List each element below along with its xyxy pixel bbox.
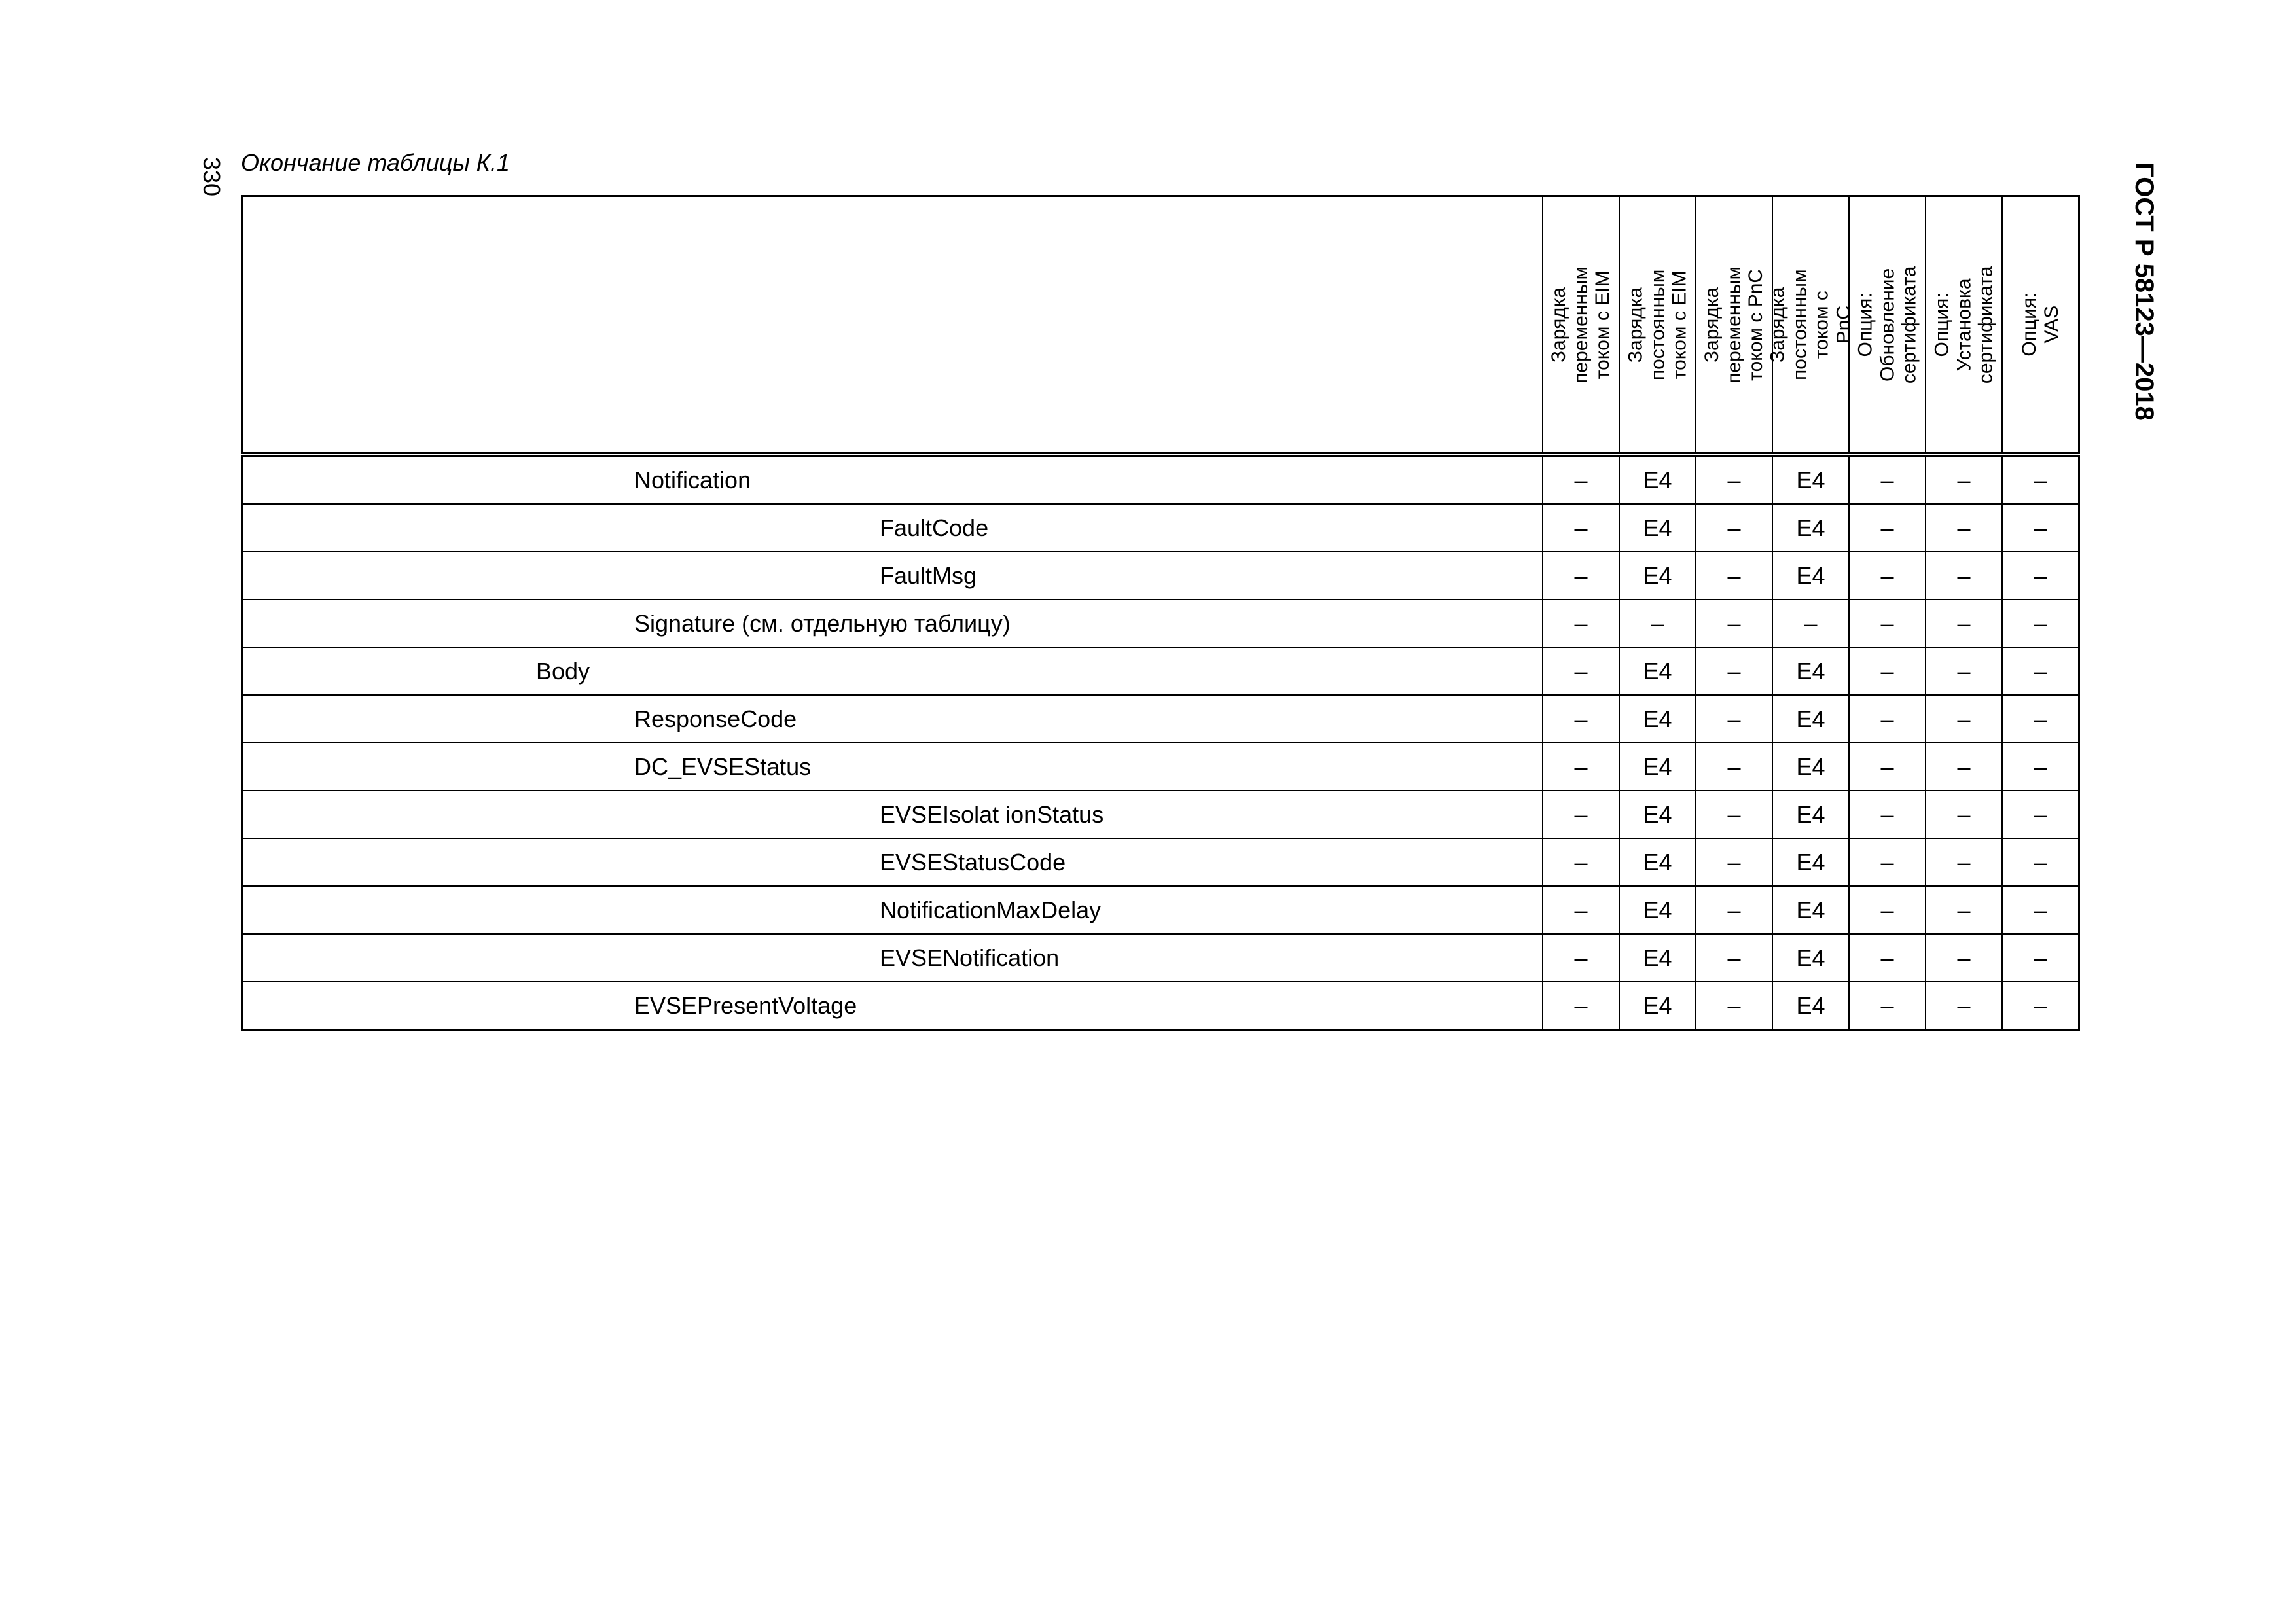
parameter-name-cell [242,886,1543,934]
value-cell: E4 [1619,934,1696,982]
parameter-name-cell [242,934,1543,982]
parameter-name-cell [242,791,1543,838]
value-cell: – [1543,504,1619,552]
column-header: Зарядка переменным током с PnC [1696,196,1772,455]
value-cell: – [1696,455,1772,505]
parameter-column-header [242,196,1543,455]
table-row [242,695,2079,743]
value-cell: E4 [1772,982,1849,1030]
value-cell: – [1849,695,1926,743]
value-cell: – [2002,695,2079,743]
value-cell: – [2002,504,2079,552]
value-cell: – [1696,647,1772,695]
value-cell: – [2002,647,2079,695]
parameter-name-cell [242,838,1543,886]
value-cell: E4 [1619,982,1696,1030]
value-cell: E4 [1619,647,1696,695]
value-cell: – [1849,599,1926,647]
value-cell: – [1543,599,1619,647]
value-cell: – [2002,791,2079,838]
value-cell: E4 [1772,695,1849,743]
column-header: Зарядка постоянным током с EIM [1619,196,1696,455]
value-cell: – [1543,791,1619,838]
value-cell: – [1543,695,1619,743]
table-row [242,838,2079,886]
value-cell: E4 [1619,504,1696,552]
table-row [242,886,2079,934]
value-cell: E4 [1619,455,1696,505]
value-cell: – [1926,838,2002,886]
value-cell: – [1696,838,1772,886]
value-cell: – [1926,647,2002,695]
parameter-name: EVSENotification [880,944,1060,971]
value-cell: E4 [1772,886,1849,934]
table-row [242,791,2079,838]
parameter-name-cell [242,599,1543,647]
page-number: 330 [198,156,226,197]
parameter-name: Notification [634,466,751,493]
table-row [242,743,2079,791]
parameter-name-cell [242,647,1543,695]
value-cell: – [2002,982,2079,1030]
value-cell: – [1926,743,2002,791]
value-cell: – [1543,552,1619,599]
value-cell: – [1696,695,1772,743]
value-cell: – [1543,838,1619,886]
value-cell: – [1849,455,1926,505]
value-cell: – [1696,504,1772,552]
value-cell: – [1696,886,1772,934]
value-cell: – [1926,886,2002,934]
value-cell: E4 [1619,791,1696,838]
value-cell: E4 [1772,743,1849,791]
value-cell: – [1849,982,1926,1030]
value-cell: – [1926,695,2002,743]
parameter-name: FaultCode [880,514,989,541]
value-cell: – [1849,886,1926,934]
value-cell: E4 [1619,743,1696,791]
value-cell: – [1696,552,1772,599]
value-cell: – [1696,791,1772,838]
value-cell: – [1696,599,1772,647]
value-cell: E4 [1619,552,1696,599]
value-cell: – [1926,982,2002,1030]
document-code: ГОСТ Р 58123—2018 [2129,162,2159,421]
value-cell: – [1849,743,1926,791]
value-cell: – [1543,455,1619,505]
table-row [242,982,2079,1030]
value-cell: – [1849,838,1926,886]
requirements-table [241,195,2080,1031]
table-row [242,504,2079,552]
value-cell: – [1926,791,2002,838]
table-row [242,552,2079,599]
table-row [242,455,2079,505]
parameter-name: NotificationMaxDelay [880,896,1102,923]
column-header: Зарядка переменным током с EIM [1543,196,1619,455]
value-cell: E4 [1772,552,1849,599]
table-body [242,455,2079,1030]
value-cell: – [2002,599,2079,647]
column-header: Опция: Обновление сертификата [1849,196,1926,455]
value-cell: – [1849,504,1926,552]
value-cell: – [1926,599,2002,647]
value-cell: – [1696,743,1772,791]
value-cell: – [1849,934,1926,982]
parameter-name-cell [242,743,1543,791]
value-cell: – [2002,455,2079,505]
value-cell: E4 [1772,934,1849,982]
value-cell: – [2002,838,2079,886]
value-cell: – [1926,504,2002,552]
parameter-name: EVSEStatusCode [880,848,1066,876]
value-cell: – [1543,934,1619,982]
value-cell: E4 [1772,504,1849,552]
value-cell: E4 [1619,838,1696,886]
table-row [242,599,2079,647]
value-cell: E4 [1619,886,1696,934]
parameter-name-cell [242,552,1543,599]
column-header: Зарядка постоянным током с PnC [1772,196,1849,455]
parameter-name: EVSEPresentVoltage [634,991,857,1019]
parameter-name: DC_EVSEStatus [634,753,812,780]
value-cell: – [1926,934,2002,982]
value-cell: – [1543,886,1619,934]
parameter-name: ResponseCode [634,705,797,732]
value-cell: – [2002,934,2079,982]
parameter-name: Signature (см. отдельную таблицу) [634,609,1011,637]
value-cell: – [1849,552,1926,599]
table-header-row [242,196,2079,455]
value-cell: – [1926,455,2002,505]
value-cell: E4 [1619,695,1696,743]
value-cell: – [2002,743,2079,791]
parameter-name: Body [536,657,590,685]
value-cell: – [1543,982,1619,1030]
value-cell: – [1696,982,1772,1030]
table-row [242,647,2079,695]
value-cell: – [1543,647,1619,695]
value-cell: – [1619,599,1696,647]
parameter-name: FaultMsg [880,562,977,589]
parameter-name-cell [242,455,1543,505]
parameter-name-cell [242,695,1543,743]
value-cell: – [1696,934,1772,982]
value-cell: – [2002,886,2079,934]
value-cell: – [2002,552,2079,599]
table-caption: Окончание таблицы К.1 [241,149,511,176]
parameter-name: EVSEIsolat ionStatus [880,800,1104,828]
value-cell: – [1849,647,1926,695]
parameter-name-cell [242,504,1543,552]
column-header: Опция: Установка сертификата [1926,196,2002,455]
value-cell: E4 [1772,838,1849,886]
column-header: Опция: VAS [2002,196,2079,455]
table-row [242,934,2079,982]
value-cell: – [1772,599,1849,647]
value-cell: E4 [1772,647,1849,695]
value-cell: – [1926,552,2002,599]
parameter-name-cell [242,982,1543,1030]
value-cell: E4 [1772,455,1849,505]
value-cell: E4 [1772,791,1849,838]
value-cell: – [1543,743,1619,791]
value-cell: – [1849,791,1926,838]
